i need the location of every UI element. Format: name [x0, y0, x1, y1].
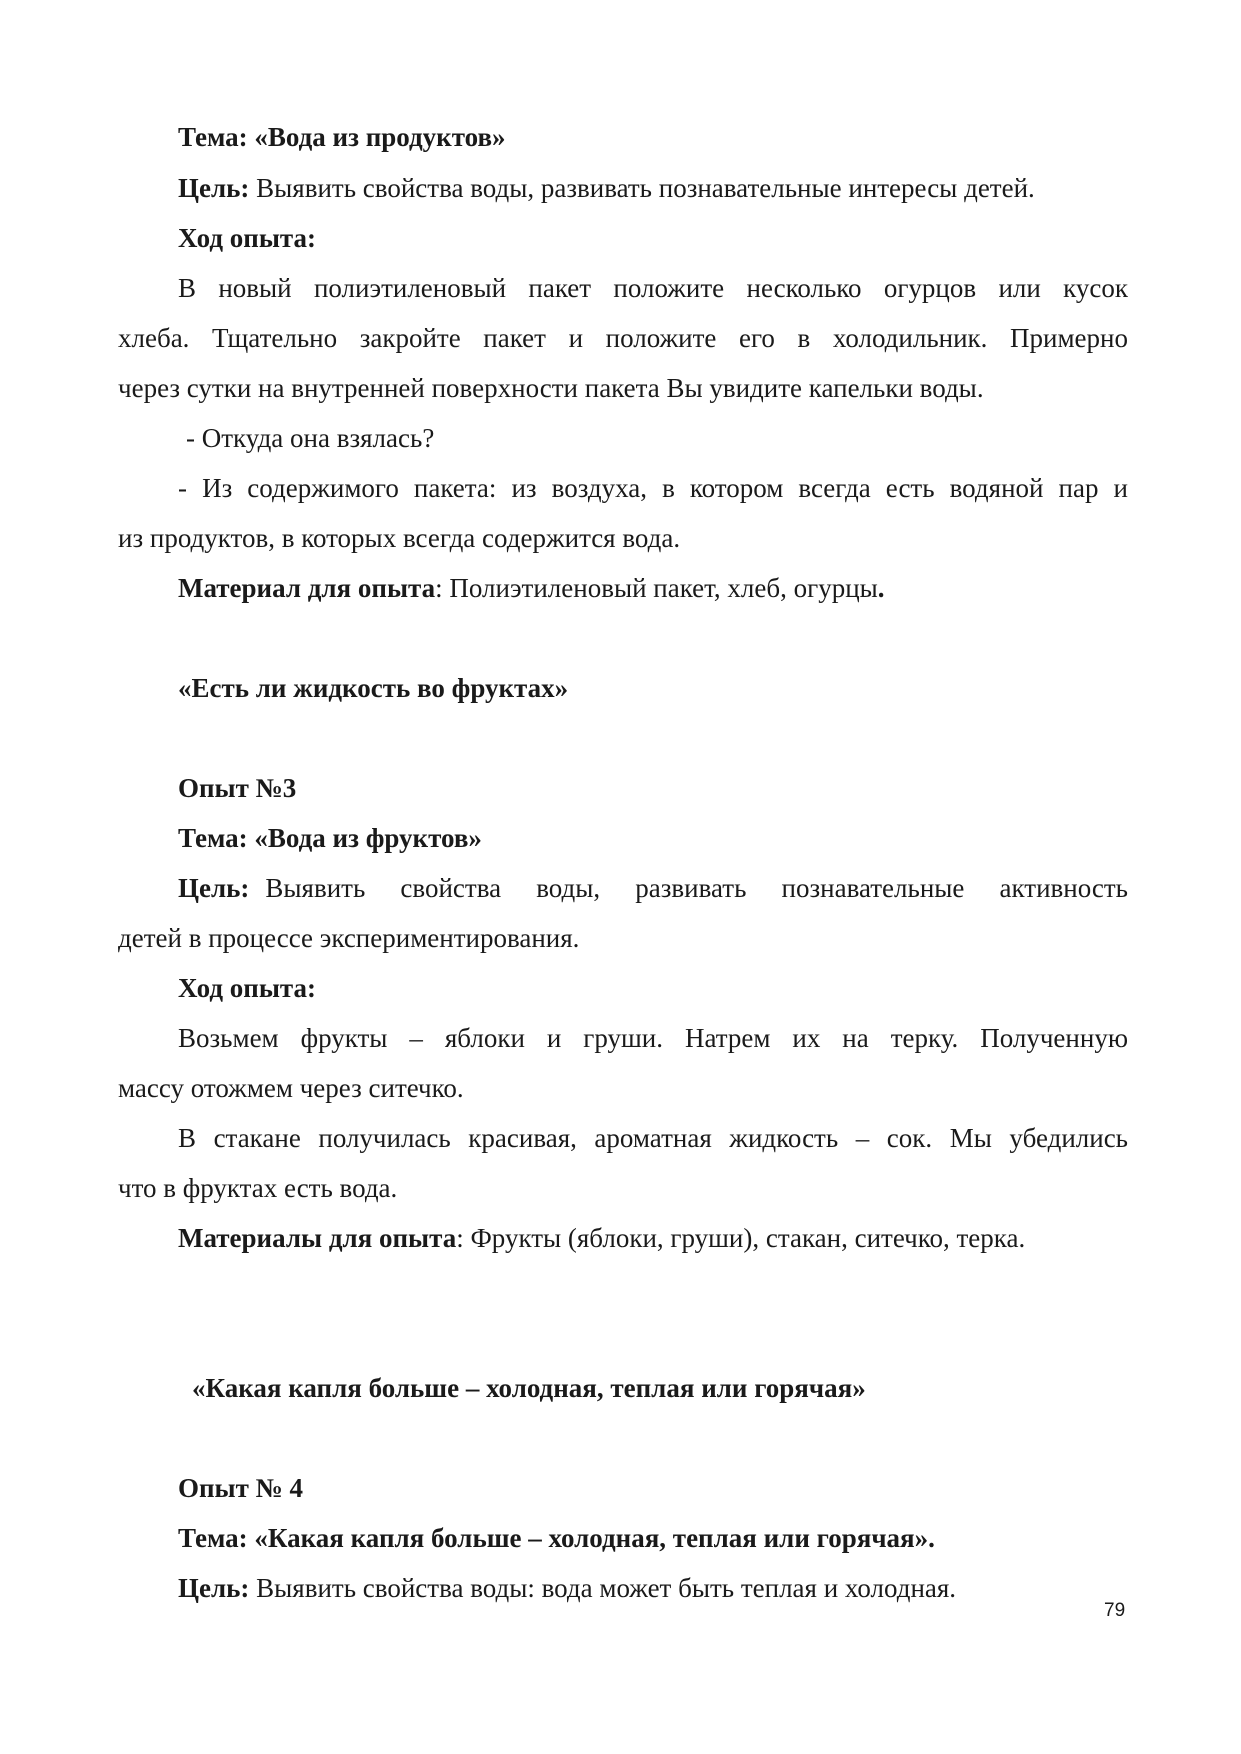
exp2-answer-line: - Из содержимого пакета: из воздуха, в котором всегда есть водяной пар и	[178, 473, 1128, 503]
page-number: 79	[1104, 1600, 1126, 1621]
material-end: .	[877, 573, 885, 603]
material-label: Материалы для опыта	[178, 1223, 457, 1253]
exp4-theme	[178, 1521, 935, 1555]
process-label: Ход опыта:	[178, 973, 317, 1003]
goal-text: Выявить свойства воды: вода может быть теплая и холодная.	[256, 1573, 957, 1603]
exp3-paragraph-line: Возьмем фрукты – яблоки и груши. Натрем их на терку. Полученную	[178, 1023, 1128, 1053]
exp3-theme	[178, 821, 482, 855]
exp3-paragraph-line: В стакане получилась красивая, ароматная жидкость – сок. Мы убедились	[178, 1123, 1128, 1153]
exp2-paragraph-line: хлеба. Тщательно закройте пакет и положите его в холодильник. Примерно	[118, 323, 1128, 353]
process-label: Ход опыта:	[178, 223, 317, 253]
section-title-text: «Какая капля больше – холодная, теплая или горячая»	[192, 1373, 866, 1403]
goal-label: Цель:	[178, 1573, 250, 1603]
exp2-answer-line: из продуктов, в которых всегда содержится вода.	[118, 523, 681, 553]
theme-text: «Какая капля больше – холодная, теплая или горячая».	[254, 1523, 935, 1553]
exp3-paragraph-line: что в фруктах есть вода.	[118, 1173, 398, 1203]
exp2-process-label	[178, 221, 316, 255]
experiment-number: Опыт № 4	[178, 1473, 304, 1503]
material-text: : Фрукты (яблоки, груши), стакан, ситечко, терка.	[456, 1223, 1026, 1253]
material-label: Материал для опыта	[178, 573, 436, 603]
exp3-process-label	[178, 971, 316, 1005]
exp4-number	[178, 1471, 303, 1505]
theme-label: Тема:	[178, 823, 248, 853]
exp2-question: - Откуда она взялась?	[186, 423, 435, 453]
goal-text: Выявить свойства воды, развивать познавательные активность	[265, 873, 1128, 903]
exp2-paragraph-line: В новый полиэтиленовый пакет положите несколько огурцов или кусок	[178, 273, 1128, 303]
exp3-goal	[178, 871, 1128, 905]
theme-text: «Вода из продуктов»	[254, 122, 506, 152]
exp3-paragraph-line: массу отожмем через ситечко.	[118, 1073, 464, 1103]
exp2-materials	[178, 571, 885, 605]
exp2-theme	[178, 120, 506, 154]
exp3-materials	[178, 1221, 1025, 1255]
exp3-goal-line: детей в процессе экспериментирования.	[118, 923, 580, 953]
goal-text: Выявить свойства воды, развивать познавательные интересы детей.	[256, 173, 1035, 203]
theme-label: Тема:	[178, 122, 248, 152]
goal-label: Цель:	[178, 173, 250, 203]
section-title	[178, 671, 568, 705]
section-title-text: «Есть ли жидкость во фруктах»	[178, 673, 569, 703]
exp2-paragraph-line: через сутки на внутренней поверхности пакета Вы увидите капельки воды.	[118, 373, 984, 403]
theme-label: Тема:	[178, 1523, 248, 1553]
experiment-number: Опыт №3	[178, 773, 297, 803]
exp2-goal	[178, 171, 1035, 205]
exp4-goal	[178, 1571, 956, 1605]
theme-text: «Вода из фруктов»	[254, 823, 482, 853]
section-title	[192, 1371, 866, 1405]
exp3-number	[178, 771, 296, 805]
goal-label: Цель:	[178, 873, 250, 903]
material-text: : Полиэтиленовый пакет, хлеб, огурцы	[435, 573, 878, 603]
